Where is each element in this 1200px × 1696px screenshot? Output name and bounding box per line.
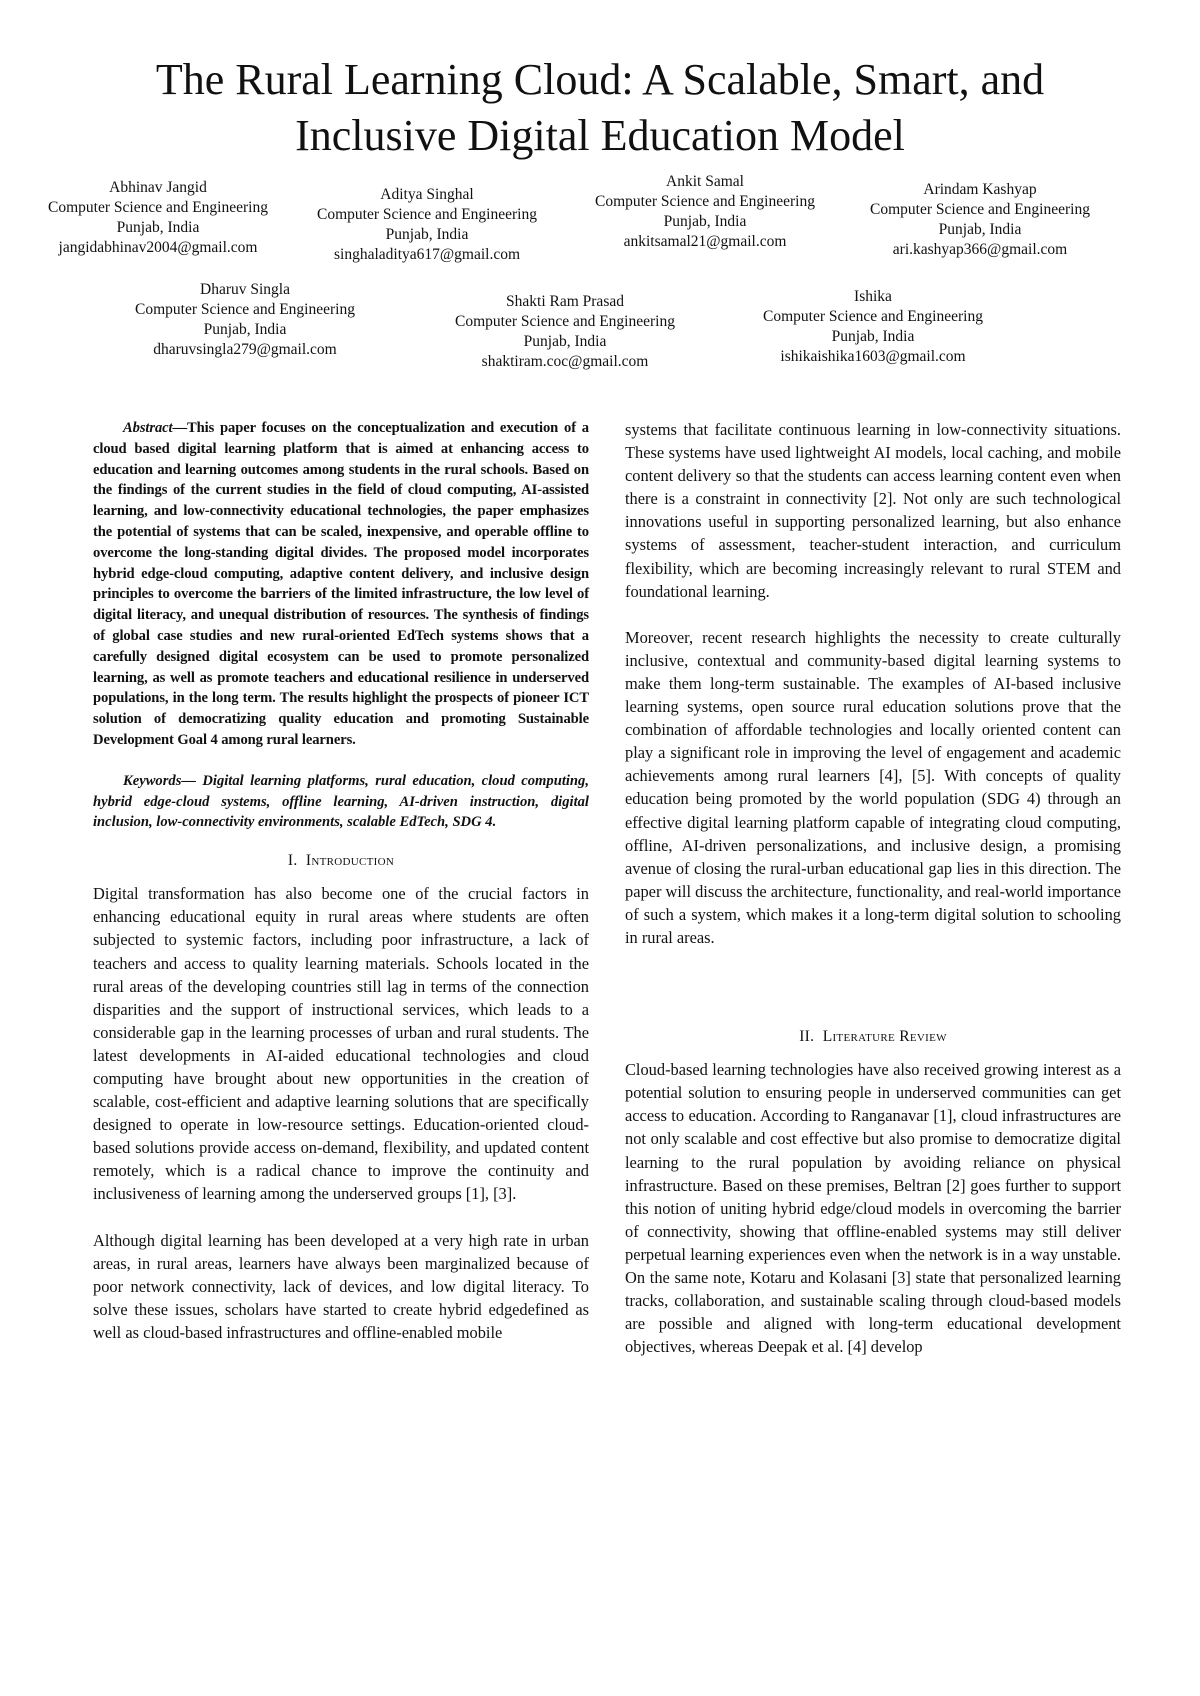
author-email: dharuvsingla279@gmail.com xyxy=(153,341,337,358)
author-affiliation: Computer Science and Engineering xyxy=(595,193,815,210)
intro-paragraph-1: Digital transformation has also become one of the crucial factors in enhancing educational equity in rural areas where students are often subjected to systemic factors, including poor infrastructure, a lack of teachers and access to quality learning materials. Schools located in the rural areas of the developing countries still lag in terms of the connection disparities and the support of instructional services, which leads to a considerable gap in the learning processes of urban and rural students. The latest developments in AI-aided educational technologies and cloud computing have brought about new opportunities in the creation of scalable, cost-efficient and adaptive learning solutions that are specifically designed to operate in low-resource settings. Education-oriented cloud-based solutions provide access on-demand, flexibility, and updated content remotely, which is a radical chance to improve the continuity and inclusiveness of learning among the underserved groups [1], [3]. xyxy=(93,884,589,1204)
author-location: Punjab, India xyxy=(523,333,607,350)
author-block xyxy=(23,178,293,258)
author-location: Punjab, India xyxy=(385,226,469,243)
intro-paragraph-2: Although digital learning has been developed at a very high rate in urban areas, in rural areas, learners have always been marginalized because of poor network connectivity, lack of devices, and low digital literacy. To solve these issues, scholars have started to create hybrid edgedefined as well as cloud-based infrastructures and offline-enabled mobile xyxy=(93,1230,589,1342)
author-email: ishikaishika1603@gmail.com xyxy=(780,348,966,365)
left-column xyxy=(93,418,589,1344)
author-affiliation: Computer Science and Engineering xyxy=(48,199,268,216)
author-location: Punjab, India xyxy=(938,221,1022,238)
author-email: singhaladitya617@gmail.com xyxy=(333,246,521,263)
author-affiliation: Computer Science and Engineering xyxy=(317,206,537,223)
author-block xyxy=(110,280,380,360)
author-name: Ankit Samal xyxy=(666,173,744,190)
author-block xyxy=(738,287,1008,367)
author-name: Shakti Ram Prasad xyxy=(506,293,624,310)
section-title: Literature Review xyxy=(822,1028,947,1046)
section-heading-introduction xyxy=(93,849,589,872)
author-block xyxy=(292,185,562,265)
intro-paragraph-2-continued: systems that facilitate continuous learning in low-connectivity situations. These systems have used lightweight AI models, local caching, and mobile content delivery so that the students can access learning content even when there is a constraint in connectivity [2]. Not only are such technological innovations useful in supporting personalized learning, but also enhance systems of assessment, teacher-student interaction, and curriculum flexibility, which are becoming increasingly relevant to rural STEM and foundational learning. xyxy=(625,420,1121,601)
author-affiliation: Computer Science and Engineering xyxy=(763,308,983,325)
author-name: Ishika xyxy=(854,288,892,305)
author-email: jangidabhinav2004@gmail.com xyxy=(58,239,258,256)
author-block xyxy=(845,180,1115,260)
abstract-label: Abstract xyxy=(123,420,173,436)
title-line-2: Inclusive Digital Education Model xyxy=(295,111,905,160)
author-location: Punjab, India xyxy=(663,213,747,230)
author-email: shaktiram.coc@gmail.com xyxy=(481,353,649,370)
author-location: Punjab, India xyxy=(831,328,915,345)
author-name: Aditya Singhal xyxy=(380,186,474,203)
author-email: ankitsamal21@gmail.com xyxy=(623,233,787,250)
section-number: I. xyxy=(287,852,298,870)
author-email: ari.kashyap366@gmail.com xyxy=(892,241,1068,258)
intro-paragraph-3: Moreover, recent research highlights the necessity to create culturally inclusive, contextual and community-based digital learning systems to make them long-term sustainable. The examples of AI-based inclusive learning systems, open source rural education solutions prove that the combination of affordable technologies and locally oriented content can play a significant role in improving the level of engagement and academic achievements among rural learners [4], [5]. With concepts of quality education being promoted by the world population (SDG 4) through an effective digital learning platform capable of integrating cloud computing, offline, AI-driven personalizations, and inclusive design, a promising avenue of closing the rural-urban educational gap lies in this direction. The paper will discuss the architecture, functionality, and real-world importance of such a system, which makes it a long-term digital solution to schooling in rural areas. xyxy=(625,627,1121,947)
right-column xyxy=(625,418,1121,1358)
paper-title xyxy=(60,52,1140,164)
literature-paragraph-1: Cloud-based learning technologies have also received growing interest as a potential solution to ensuring people in underserved communities can get access to education. According to Ranganavar [1], cloud infrastructures are not only scalable and cost effective but also promise to democratize digital learning to the rural population by avoiding reliance on physical infrastructure. Based on these premises, Beltran [2] goes further to support this notion of uniting hybrid edge/cloud models in overcoming the barrier of connectivity, showing that offline-enabled systems may still deliver perpetual learning experiences even when the network is in a way unstable. On the same note, Kotaru and Kolasani [3] state that personalized learning tracks, collaboration, and sustainable scaling through cloud-based models are possible and aligned with long-term educational development objectives, whereas Deepak et al. [4] develop xyxy=(625,1060,1121,1357)
author-block xyxy=(430,292,700,372)
author-name: Arindam Kashyap xyxy=(923,181,1037,198)
abstract-text: —This paper focuses on the conceptualization and execution of a cloud based digital learning platform that is aimed at enhancing access to education and learning outcomes among students in the rural schools. Based on the findings of the current studies in the field of cloud computing, AI-assisted learning, and low-connectivity educational technologies, the paper emphasizes the potential of systems that can be scaled, inexpensive, and operable offline to overcome the long-standing digital divides. The proposed model incorporates hybrid edge-cloud computing, adaptive content delivery, and inclusive design principles to overcome the barriers of the limited infrastructure, the low level of digital literacy, and unequal distribution of resources. The synthesis of findings of global case studies and new rural-oriented EdTech systems shows that a carefully designed digital ecosystem can be used to promote personalized learning, as well as promote teachers and educational resilience in underserved populations, in the long term. The results highlight the prospects of pioneer ICT solution of democratizing quality education and promoting Sustainable Development Goal 4 among rural learners. xyxy=(93,420,589,748)
abstract xyxy=(93,418,589,751)
author-affiliation: Computer Science and Engineering xyxy=(135,301,355,318)
author-block xyxy=(570,172,840,252)
section-title: Introduction xyxy=(305,852,395,870)
keywords: Keywords— Digital learning platforms, rural education, cloud computing, hybrid edge-cloud systems, offline learning, AI-driven instruction, digital inclusion, low-connectivity environments, scalable EdTech, SDG 4. xyxy=(93,772,589,831)
author-name: Abhinav Jangid xyxy=(109,179,207,196)
section-heading-literature-review xyxy=(625,1025,1121,1048)
title-line-1: The Rural Learning Cloud: A Scalable, Smart, and xyxy=(155,55,1045,104)
section-number: II. xyxy=(799,1028,815,1046)
author-affiliation: Computer Science and Engineering xyxy=(870,201,1090,218)
author-location: Punjab, India xyxy=(116,219,200,236)
author-name: Dharuv Singla xyxy=(200,281,290,298)
author-location: Punjab, India xyxy=(203,321,287,338)
author-affiliation: Computer Science and Engineering xyxy=(455,313,675,330)
